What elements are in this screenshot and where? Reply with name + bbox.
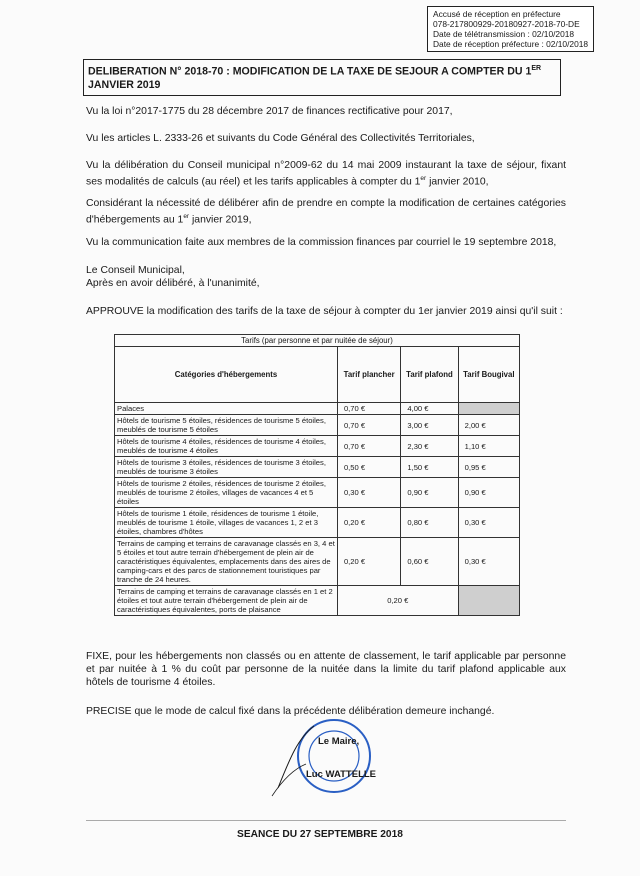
vu-loi-paragraph: Vu la loi n°2017-1775 du 28 décembre 2017 de finances rectificative pour 2017,: [86, 106, 453, 117]
cell-plancher: 0,70 €: [337, 436, 400, 457]
tarifs-table: [114, 334, 520, 616]
table-caption: Tarifs (par personne et par nuitée de séjour): [115, 335, 520, 347]
header-plancher: Tarif plancher: [337, 347, 400, 403]
cell-plancher: 0,20 €: [337, 538, 400, 586]
town-seal-icon: [270, 718, 390, 798]
header-categories: Catégories d'hébergements: [115, 347, 338, 403]
considerant-sup: er: [183, 213, 190, 220]
cell-bougival: 2,00 €: [458, 415, 519, 436]
precise-paragraph: PRECISE que le mode de calcul fixé dans la précédente délibération demeure inchangé.: [86, 706, 495, 717]
cell-plancher: 0,50 €: [337, 457, 400, 478]
deliberation-title: [83, 59, 561, 96]
considerant-text: Considérant la nécessité de délibérer afin de prendre en compte la modification de certaines catégories d'hébergements au 1: [86, 198, 566, 226]
cell-category: Hôtels de tourisme 4 étoiles, résidences de tourisme 4 étoiles, meublés de tourisme 4 étoiles: [115, 436, 338, 457]
cell-category: Terrains de camping et terrains de caravanage classés en 1 et 2 étoiles et tout autre terrain d'hébergement de plein air de caractéristiques équivalentes, ports de plaisance: [115, 586, 338, 616]
vu-delib-text: Vu la délibération du Conseil municipal n°2009-62 du 14 mai 2009 instaurant la taxe de séjour, fixant ses modalités de calculs (au réel) et les tarifs applicables à compter du 1: [86, 160, 566, 188]
cell-plancher: 0,30 €: [337, 478, 400, 508]
table-row: [115, 457, 520, 478]
cell-merged-tarif: 0,20 €: [337, 586, 458, 616]
cell-plafond: 4,00 €: [401, 403, 458, 415]
seance-date: SEANCE DU 27 SEPTEMBRE 2018: [237, 829, 403, 840]
cell-plafond: 0,90 €: [401, 478, 458, 508]
table-row: [115, 478, 520, 508]
cell-bougival-empty: [458, 586, 519, 616]
vu-delib-sup: er: [420, 175, 427, 182]
cell-category: Hôtels de tourisme 1 étoile, résidences de tourisme 1 étoile, meublés de tourisme 1 étoile, villages de vacances 1, 2 et 3 étoiles, chambres d'hôtes: [115, 508, 338, 538]
stamp-line-4: Date de réception préfecture : 02/10/2018: [433, 39, 589, 49]
title-main: DELIBERATION N° 2018-70 : MODIFICATION DE LA TAXE DE SEJOUR A COMPTER DU 1: [88, 65, 532, 78]
signature-title: Le Maire,: [318, 736, 360, 747]
cell-plafond: 1,50 €: [401, 457, 458, 478]
table-row: [115, 403, 520, 415]
vu-deliberation-paragraph: [86, 159, 566, 188]
reception-stamp: [427, 6, 594, 52]
cell-bougival: 0,30 €: [458, 538, 519, 586]
cell-category: Hôtels de tourisme 2 étoiles, résidences de tourisme 2 étoiles, meublés de tourisme 2 étoiles, villages de vacances 4 et 5 étoiles: [115, 478, 338, 508]
cell-category: Terrains de camping et terrains de caravanage classés en 3, 4 et 5 étoiles et tout autre terrain d'hébergement de plein air de caractéristiques équivalentes, emplacements dans des aires de camping-cars et des parcs de stationnement touristiques par tranche de 24 heures.: [115, 538, 338, 586]
table-row-last: [115, 586, 520, 616]
considerant-paragraph: [86, 197, 566, 226]
title-end: JANVIER 2019: [88, 78, 161, 91]
cell-bougival: 1,10 €: [458, 436, 519, 457]
cell-plafond: 0,60 €: [401, 538, 458, 586]
vu-delib-end: janvier 2010,: [426, 176, 489, 188]
footer-divider: [86, 820, 566, 821]
table-caption-row: [115, 335, 520, 347]
cell-bougival: 0,90 €: [458, 478, 519, 508]
table-row: [115, 436, 520, 457]
signature-name: Luc WATTELLE: [306, 769, 377, 780]
vu-communication-paragraph: Vu la communication faite aux membres de la commission finances par courriel le 19 septembre 2018,: [86, 237, 557, 248]
approuve-paragraph: APPROUVE la modification des tarifs de la taxe de séjour à compter du 1er janvier 2019 ainsi qu'il suit :: [86, 306, 563, 317]
cell-bougival-empty: [458, 403, 519, 415]
cell-plafond: 0,80 €: [401, 508, 458, 538]
fixe-paragraph: FIXE, pour les hébergements non classés ou en attente de classement, le tarif applicable par personne et par nuitée à 1 % du coût par personne de la nuitée dans la limite du tarif plafond applicable aux hôtels de tourisme 4 étoiles.: [86, 651, 566, 688]
stamp-line-3: Date de télétransmission : 02/10/2018: [433, 29, 575, 39]
cell-category: Hôtels de tourisme 5 étoiles, résidences de tourisme 5 étoiles, meublés de tourisme 5 étoiles: [115, 415, 338, 436]
cell-plafond: 2,30 €: [401, 436, 458, 457]
cell-plancher: 0,20 €: [337, 508, 400, 538]
cell-bougival: 0,95 €: [458, 457, 519, 478]
vu-articles-paragraph: Vu les articles L. 2333-26 et suivants du Code Général des Collectivités Territoriales,: [86, 133, 475, 144]
table-header-row: [115, 347, 520, 403]
title-sup: ER: [531, 65, 542, 72]
conseil-line-1: Le Conseil Municipal,: [86, 265, 185, 276]
cell-plancher: 0,70 €: [337, 415, 400, 436]
cell-bougival: 0,30 €: [458, 508, 519, 538]
table-row: [115, 415, 520, 436]
header-bougival: Tarif Bougival: [458, 347, 519, 403]
stamp-line-2: 078-217800929-20180927-2018-70-DE: [433, 19, 580, 29]
cell-plancher: 0,70 €: [337, 403, 400, 415]
stamp-line-1: Accusé de réception en préfecture: [433, 9, 561, 19]
cell-category: Hôtels de tourisme 3 étoiles, résidences de tourisme 3 étoiles, meublés de tourisme 3 étoiles: [115, 457, 338, 478]
header-plafond: Tarif plafond: [401, 347, 458, 403]
table-row: [115, 538, 520, 586]
considerant-end: janvier 2019,: [189, 214, 252, 226]
cell-category: Palaces: [115, 403, 338, 415]
table-row: [115, 508, 520, 538]
cell-plafond: 3,00 €: [401, 415, 458, 436]
conseil-line-2: Après en avoir délibéré, à l'unanimité,: [86, 278, 260, 289]
signature-block: [270, 718, 390, 798]
